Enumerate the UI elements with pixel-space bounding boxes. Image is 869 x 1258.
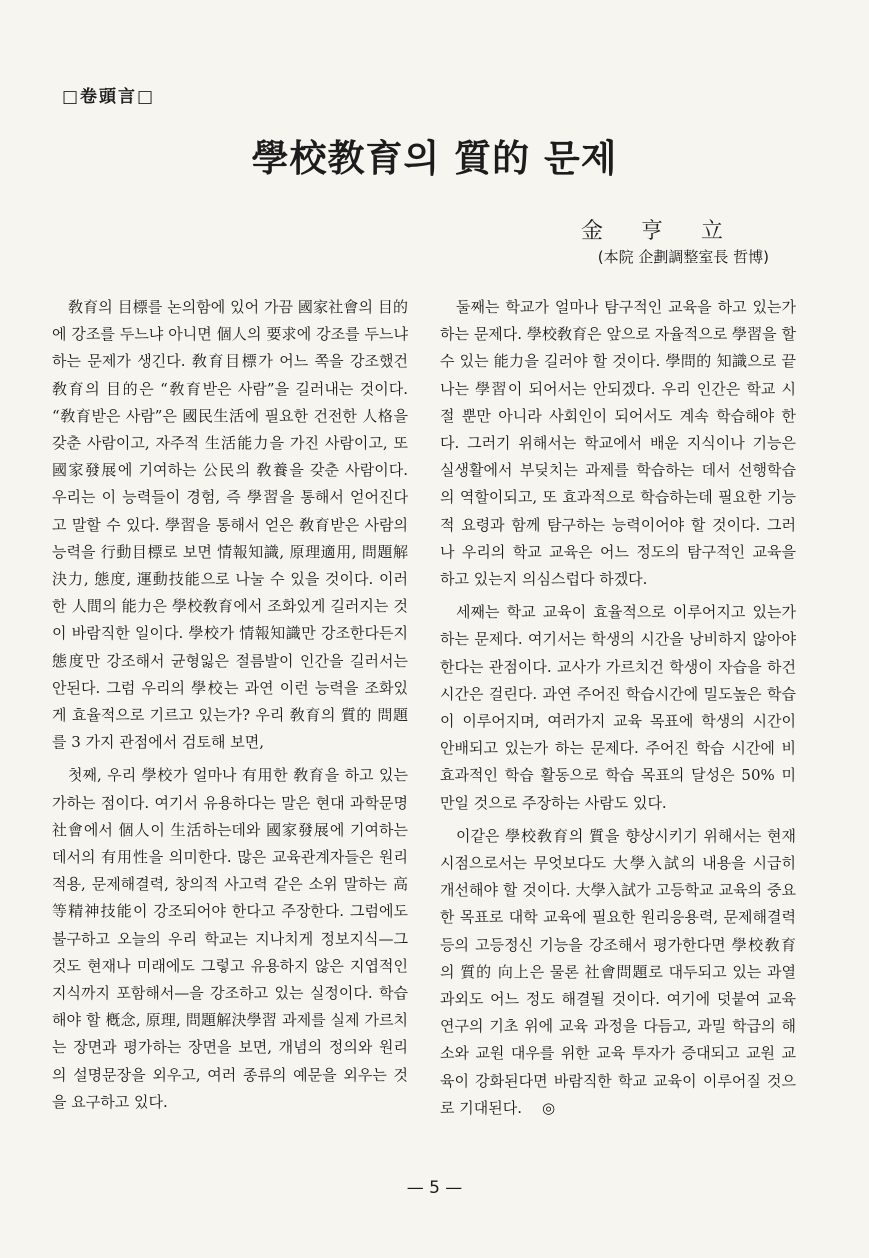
- paragraph-last: [440, 823, 796, 1122]
- paragraph: 세째는 학교 교육이 효율적으로 이루어지고 있는가하는 문제다. 여기서는 학생의 시간을 낭비하지 않아야 한다는 관점이다. 교사가 가르치건 학생이 자습을 하건 시간은 걸린다. 과연 주어진 학습시간에 밀도높은 학습이 이루어지며, 여러가지 교육 목표에 학생의 시간이 안배되고 있는가 하는 문제다. 주어진 학습 시간에 비효과적인 학습 활동으로 학습 목표의 달성은 50% 미만일 것으로 주장하는 사람도 있다.: [440, 603, 796, 812]
- paragraph: 첫째, 우리 學校가 얼마나 有用한 敎育을 하고 있는가하는 점이다. 여기서 유용하다는 말은 현대 과학문명 社會에서 個人이 生活하는데와 國家發展에 기여하는데서의 有用性을 의미한다. 많은 교육관계자들은 원리적용, 문제해결력, 창의적 사고력 같은 소위 말하는 高等精神技能이 강조되어야 한다고 주장한다. 그럼에도 불구하고 오늘의 우리 학교는 지나치게 정보지식—그것도 현재나 미래에도 그렇고 유용하지 않은 지엽적인 지식까지 포함해서—을 강조하고 있는 실정이다. 학습해야 할 槪念, 原理, 問題解決學習 과제를 실제 가르치는 장면과 평가하는 장면을 보면, 개념의 정의와 원리의 설명문장을 외우고, 여러 종류의 예문을 외우는 것을 요구하고 있다.: [52, 766, 408, 1111]
- author-affiliation: (本院 企劃調整室長 哲博): [597, 248, 769, 266]
- article-title: 學校教育의 質的 문제: [251, 136, 618, 180]
- paragraph: 敎育의 目標를 논의함에 있어 가끔 國家社會의 目的에 강조를 두느냐 아니면 個人의 要求에 강조를 두느냐 하는 문제가 생긴다. 敎育目標가 어느 쪽을 강조했건 敎育의 目的은 “敎育받은 사람”을 길러내는 것이다. “敎育받은 사람”은 國民生活에 필요한 건전한 人格을 갖춘 사람이고, 자주적 生活能力을 가진 사람이고, 또 國家發展에 기여하는 公民의 敎養을 갖춘 사람이다. 우리는 이 능력들이 경험, 즉 學習을 통해서 얻어진다고 말할 수 있다. 學習을 통해서 얻은 敎育받은 사람의 능력을 行動目標로 보면 情報知識, 原理適用, 問題解決力, 態度, 運動技能으로 나눌 수 있을 것이다. 이러한 人間의 能力은 學校敎育에서 조화있게 길러지는 것이 바람직한 일이다. 學校가 情報知識만 강조한다든지 態度만 강조해서 균형잃은 절름발이 인간을 길러서는 안된다. 그럼 우리의 學校는 과연 이런 능력을 조화있게 효율적으로 기르고 있는가? 우리 敎育의 質的 問題를 3 가지 관점에서 검토해 보면,: [52, 298, 408, 752]
- right-column: [440, 294, 796, 1128]
- end-mark-icon: ◎: [542, 1098, 556, 1117]
- paragraph: 둘째는 학교가 얼마나 탐구적인 교육을 하고 있는가하는 문제다. 學校敎育은 앞으로 자율적으로 學習을 할 수 있는 能力을 길러야 할 것이다. 學問的 知識으로 끝나는 學習이 되어서는 안되겠다. 우리 인간은 학교 시절 뿐만 아니라 사회인이 되어서도 계속 학습해야 한다. 그러기 위해서는 학교에서 배운 지식이나 기능은 실생활에서 부딪치는 과제를 학습하는 데서 선행학습의 역할이되고, 또 효과적으로 학습하는데 필요한 기능적 요령과 함께 탐구하는 능력이어야 할 것이다. 그러나 우리의 학교 교육은 어느 정도의 탐구적인 교육을 하고 있는지 의심스럽다 하겠다.: [440, 298, 796, 589]
- left-column: [52, 294, 408, 1122]
- paragraph-text: 이같은 學校敎育의 質을 향상시키기 위해서는 현재 시점으로서는 무엇보다도 大學入試의 내용을 시급히 개선해야 할 것이다. 大學入試가 고등학교 교육의 중요한 목표로 대학 교육에 필요한 원리응용력, 문제해결력 등의 고등정신 기능을 강조해서 평가한다면 學校敎育의 質的 向上은 물론 社會問題로 대두되고 있는 과열과외도 어느 정도 해결될 것이다. 여기에 덧붙여 교육연구의 기초 위에 교육 과정을 다듬고, 과밀 학급의 해소와 교원 대우를 위한 교육 투자가 증대되고 교원 교육이 강화된다면 바람직한 학교 교육이 이루어질 것으로 기대된다.: [440, 826, 796, 1117]
- page-number: — 5 —: [406, 1178, 463, 1198]
- column-label: □卷頭言□: [62, 87, 156, 107]
- author-name: 金亨立: [580, 219, 761, 244]
